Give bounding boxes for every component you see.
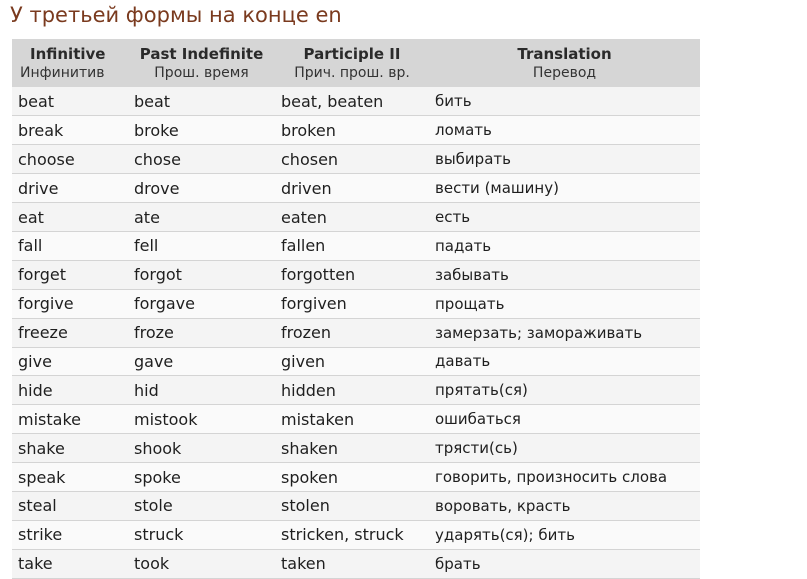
cell-infinitive: break bbox=[12, 116, 128, 145]
cell-participle-ii: forgiven bbox=[275, 289, 429, 318]
cell-past-indefinite: took bbox=[128, 549, 275, 578]
table-row bbox=[12, 116, 700, 145]
table-row bbox=[12, 260, 700, 289]
cell-translation: вести (машину) bbox=[429, 174, 700, 203]
cell-infinitive: fall bbox=[12, 231, 128, 260]
header-translation bbox=[429, 39, 700, 87]
cell-past-indefinite: mistook bbox=[128, 405, 275, 434]
cell-past-indefinite: broke bbox=[128, 116, 275, 145]
table-row bbox=[12, 174, 700, 203]
cell-infinitive: give bbox=[12, 347, 128, 376]
cell-participle-ii: chosen bbox=[275, 145, 429, 174]
header-participle-ii-en: Participle II bbox=[303, 44, 401, 63]
cell-translation: прощать bbox=[429, 289, 700, 318]
cell-past-indefinite: struck bbox=[128, 520, 275, 549]
cell-translation: забывать bbox=[429, 260, 700, 289]
cell-translation: ударять(ся); бить bbox=[429, 520, 700, 549]
table-row bbox=[12, 145, 700, 174]
cell-translation: падать bbox=[429, 231, 700, 260]
header-past-indefinite bbox=[128, 39, 275, 87]
cell-past-indefinite: forgave bbox=[128, 289, 275, 318]
table-row bbox=[12, 434, 700, 463]
header-participle-ii bbox=[275, 39, 429, 87]
table-row bbox=[12, 347, 700, 376]
header-past-indefinite-ru: Прош. время bbox=[154, 64, 249, 81]
cell-participle-ii: shaken bbox=[275, 434, 429, 463]
table-body bbox=[12, 87, 700, 578]
cell-infinitive: drive bbox=[12, 174, 128, 203]
header-infinitive-en: Infinitive bbox=[30, 44, 106, 63]
cell-infinitive: steal bbox=[12, 491, 128, 520]
cell-participle-ii: hidden bbox=[275, 376, 429, 405]
cell-infinitive: take bbox=[12, 549, 128, 578]
header-participle-ii-ru: Прич. прош. вр. bbox=[294, 64, 410, 81]
cell-past-indefinite: gave bbox=[128, 347, 275, 376]
table-row bbox=[12, 549, 700, 578]
cell-participle-ii: mistaken bbox=[275, 405, 429, 434]
cell-past-indefinite: spoke bbox=[128, 463, 275, 492]
cell-participle-ii: spoken bbox=[275, 463, 429, 492]
cell-infinitive: mistake bbox=[12, 405, 128, 434]
cell-past-indefinite: ate bbox=[128, 203, 275, 232]
irregular-verbs-table bbox=[12, 39, 700, 579]
cell-past-indefinite: chose bbox=[128, 145, 275, 174]
cell-participle-ii: beat, beaten bbox=[275, 87, 429, 116]
cell-participle-ii: stricken, struck bbox=[275, 520, 429, 549]
cell-past-indefinite: forgot bbox=[128, 260, 275, 289]
cell-translation: выбирать bbox=[429, 145, 700, 174]
cell-infinitive: shake bbox=[12, 434, 128, 463]
cell-past-indefinite: froze bbox=[128, 318, 275, 347]
table-row bbox=[12, 376, 700, 405]
cell-infinitive: speak bbox=[12, 463, 128, 492]
cell-translation: бить bbox=[429, 87, 700, 116]
table-row bbox=[12, 318, 700, 347]
cell-translation: трясти(сь) bbox=[429, 434, 700, 463]
cell-participle-ii: broken bbox=[275, 116, 429, 145]
cell-translation: замерзать; замораживать bbox=[429, 318, 700, 347]
header-infinitive-ru: Инфинитив bbox=[20, 64, 105, 81]
cell-translation: говорить, произносить слова bbox=[429, 463, 700, 492]
table-header-row bbox=[12, 39, 700, 87]
header-past-indefinite-en: Past Indefinite bbox=[139, 44, 264, 63]
table-row bbox=[12, 520, 700, 549]
table-row bbox=[12, 87, 700, 116]
cell-past-indefinite: hid bbox=[128, 376, 275, 405]
cell-translation: прятать(ся) bbox=[429, 376, 700, 405]
header-translation-en: Translation bbox=[517, 44, 612, 63]
table-row bbox=[12, 203, 700, 232]
table-row bbox=[12, 491, 700, 520]
cell-past-indefinite: fell bbox=[128, 231, 275, 260]
cell-past-indefinite: shook bbox=[128, 434, 275, 463]
table-row bbox=[12, 463, 700, 492]
cell-translation: воровать, красть bbox=[429, 491, 700, 520]
cell-translation: ломать bbox=[429, 116, 700, 145]
header-translation-ru: Перевод bbox=[532, 64, 597, 81]
page-title: У третьей формы на конце en bbox=[10, 3, 342, 27]
cell-past-indefinite: beat bbox=[128, 87, 275, 116]
table-row bbox=[12, 289, 700, 318]
cell-participle-ii: taken bbox=[275, 549, 429, 578]
cell-infinitive: beat bbox=[12, 87, 128, 116]
cell-past-indefinite: stole bbox=[128, 491, 275, 520]
cell-translation: давать bbox=[429, 347, 700, 376]
cell-translation: есть bbox=[429, 203, 700, 232]
header-infinitive bbox=[12, 39, 128, 87]
cell-infinitive: hide bbox=[12, 376, 128, 405]
cell-past-indefinite: drove bbox=[128, 174, 275, 203]
cell-translation: ошибаться bbox=[429, 405, 700, 434]
table-row bbox=[12, 231, 700, 260]
cell-infinitive: forgive bbox=[12, 289, 128, 318]
cell-participle-ii: stolen bbox=[275, 491, 429, 520]
cell-participle-ii: fallen bbox=[275, 231, 429, 260]
cell-infinitive: strike bbox=[12, 520, 128, 549]
cell-infinitive: choose bbox=[12, 145, 128, 174]
cell-participle-ii: eaten bbox=[275, 203, 429, 232]
cell-infinitive: forget bbox=[12, 260, 128, 289]
cell-infinitive: eat bbox=[12, 203, 128, 232]
cell-participle-ii: driven bbox=[275, 174, 429, 203]
cell-participle-ii: forgotten bbox=[275, 260, 429, 289]
cell-participle-ii: frozen bbox=[275, 318, 429, 347]
cell-participle-ii: given bbox=[275, 347, 429, 376]
table-row bbox=[12, 405, 700, 434]
cell-translation: брать bbox=[429, 549, 700, 578]
cell-infinitive: freeze bbox=[12, 318, 128, 347]
